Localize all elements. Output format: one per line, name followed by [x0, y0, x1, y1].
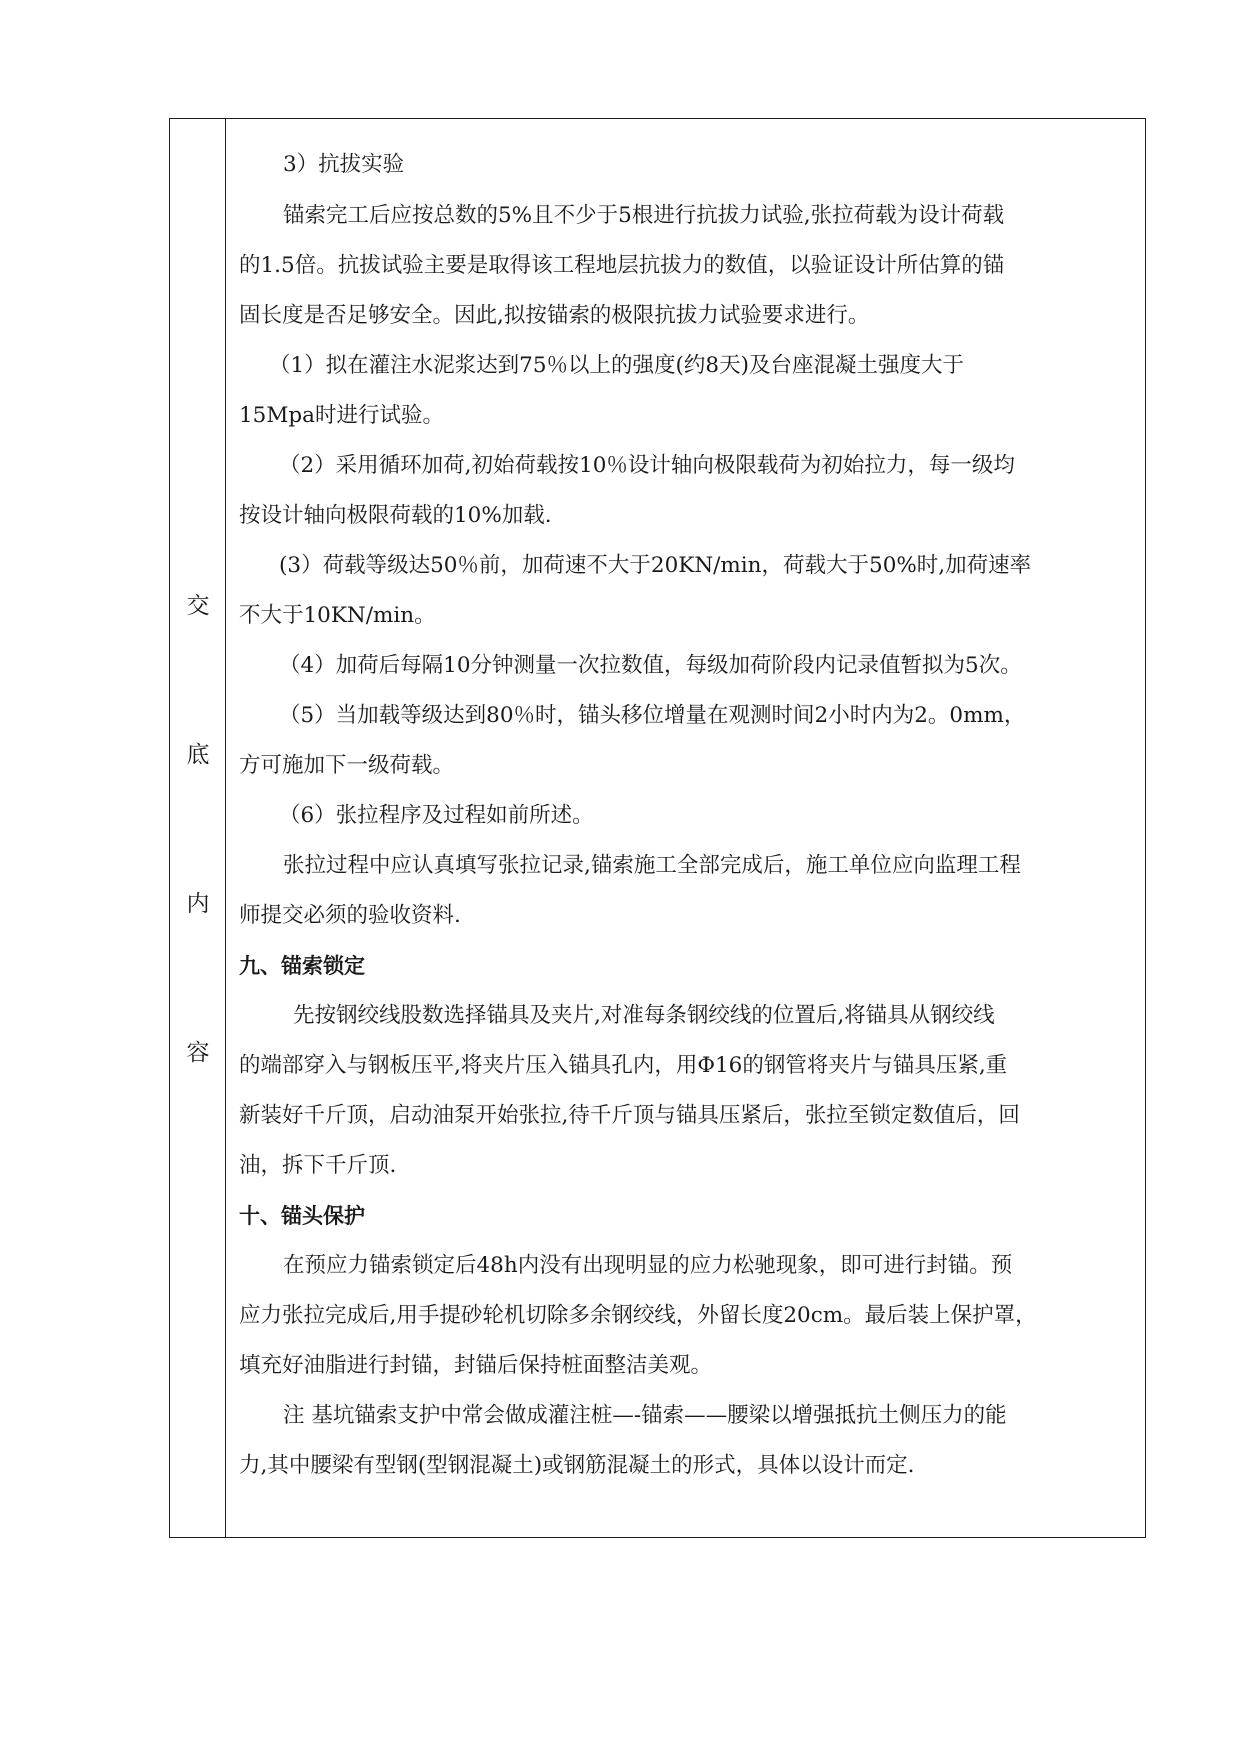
paragraph-line: (3）荷载等级达50％前，加荷速不大于20KN/min，荷载大于50%时,加荷速率: [279, 553, 1032, 578]
paragraph-line: 的1.5倍。抗拔试验主要是取得该工程地层抗拔力的数值，以验证设计所估算的锚: [239, 253, 1005, 278]
section-heading: 十、锚头保护: [239, 1204, 365, 1228]
section-label-char: 底: [186, 742, 210, 768]
section-heading: 九、锚索锁定: [239, 954, 365, 978]
note-line: 力,其中腰梁有型钢(型钢混凝土)或钢筋混凝土的形式，具体以设计而定.: [239, 1453, 915, 1478]
paragraph-line: 锚索完工后应按总数的5%且不少于5根进行抗拔力试验,张拉荷载为设计荷载: [283, 203, 1005, 228]
paragraph-line: 方可施加下一级荷载。: [239, 753, 455, 778]
content-table: [169, 118, 1146, 1538]
note-line: 注 基坑锚索支护中常会做成灌注桩—-锚索——腰梁以增强抵抗土侧压力的能: [283, 1403, 1007, 1428]
paragraph-line: （2）采用循环加荷,初始荷载按10％设计轴向极限载荷为初始拉力，每一级均: [279, 453, 1015, 478]
paragraph-line: 师提交必须的验收资料.: [239, 903, 461, 928]
subsection-title: 3）抗拔实验: [283, 152, 405, 177]
section-label-char: 交: [186, 593, 210, 619]
paragraph-line: （4）加荷后每隔10分钟测量一次拉数值，每级加荷阶段内记录值暂拟为5次。: [279, 653, 1022, 678]
section-label-char: 内: [186, 891, 210, 917]
paragraph-line: （1）拟在灌注水泥浆达到75％以上的强度(约8天)及台座混凝土强度大于: [269, 353, 964, 378]
paragraph-line: 按设计轴向极限荷载的10%加载.: [239, 503, 552, 528]
content-body: [227, 119, 1145, 1537]
paragraph-line: 应力张拉完成后,用手提砂轮机切除多余钢绞线，外留长度20cm。最后装上保护罩，: [239, 1303, 1037, 1328]
section-label-column: [170, 119, 226, 1537]
paragraph-line: （5）当加载等级达到80％时，锚头移位增量在观测时间2小时内为2。0mm，: [279, 703, 1026, 728]
paragraph-line: 的端部穿入与钢板压平,将夹片压入锚具孔内，用Φ16的钢管将夹片与锚具压紧,重: [239, 1053, 1008, 1078]
paragraph-line: 油，拆下千斤顶.: [239, 1153, 397, 1178]
paragraph-line: （6）张拉程序及过程如前所述。: [279, 803, 594, 828]
paragraph-line: 先按钢绞线股数选择锚具及夹片,对准每条钢绞线的位置后,将锚具从钢绞线: [293, 1003, 995, 1028]
paragraph-line: 15Mpa时进行试验。: [239, 403, 444, 428]
paragraph-line: 张拉过程中应认真填写张拉记录,锚索施工全部完成后，施工单位应向监理工程: [283, 853, 1021, 878]
paragraph-line: 填充好油脂进行封锚，封锚后保持桩面整洁美观。: [239, 1353, 713, 1378]
section-label-char: 容: [186, 1040, 210, 1066]
paragraph-line: 在预应力锚索锁定后48h内没有出现明显的应力松驰现象，即可进行封锚。预: [283, 1253, 1013, 1278]
paragraph-line: 不大于10KN/min。: [239, 603, 436, 628]
paragraph-line: 固长度是否足够安全。因此,拟按锚索的极限抗拔力试验要求进行。: [239, 303, 870, 328]
paragraph-line: 新装好千斤顶，启动油泵开始张拉,待千斤顶与锚具压紧后，张拉至锁定数值后，回: [239, 1103, 1020, 1128]
